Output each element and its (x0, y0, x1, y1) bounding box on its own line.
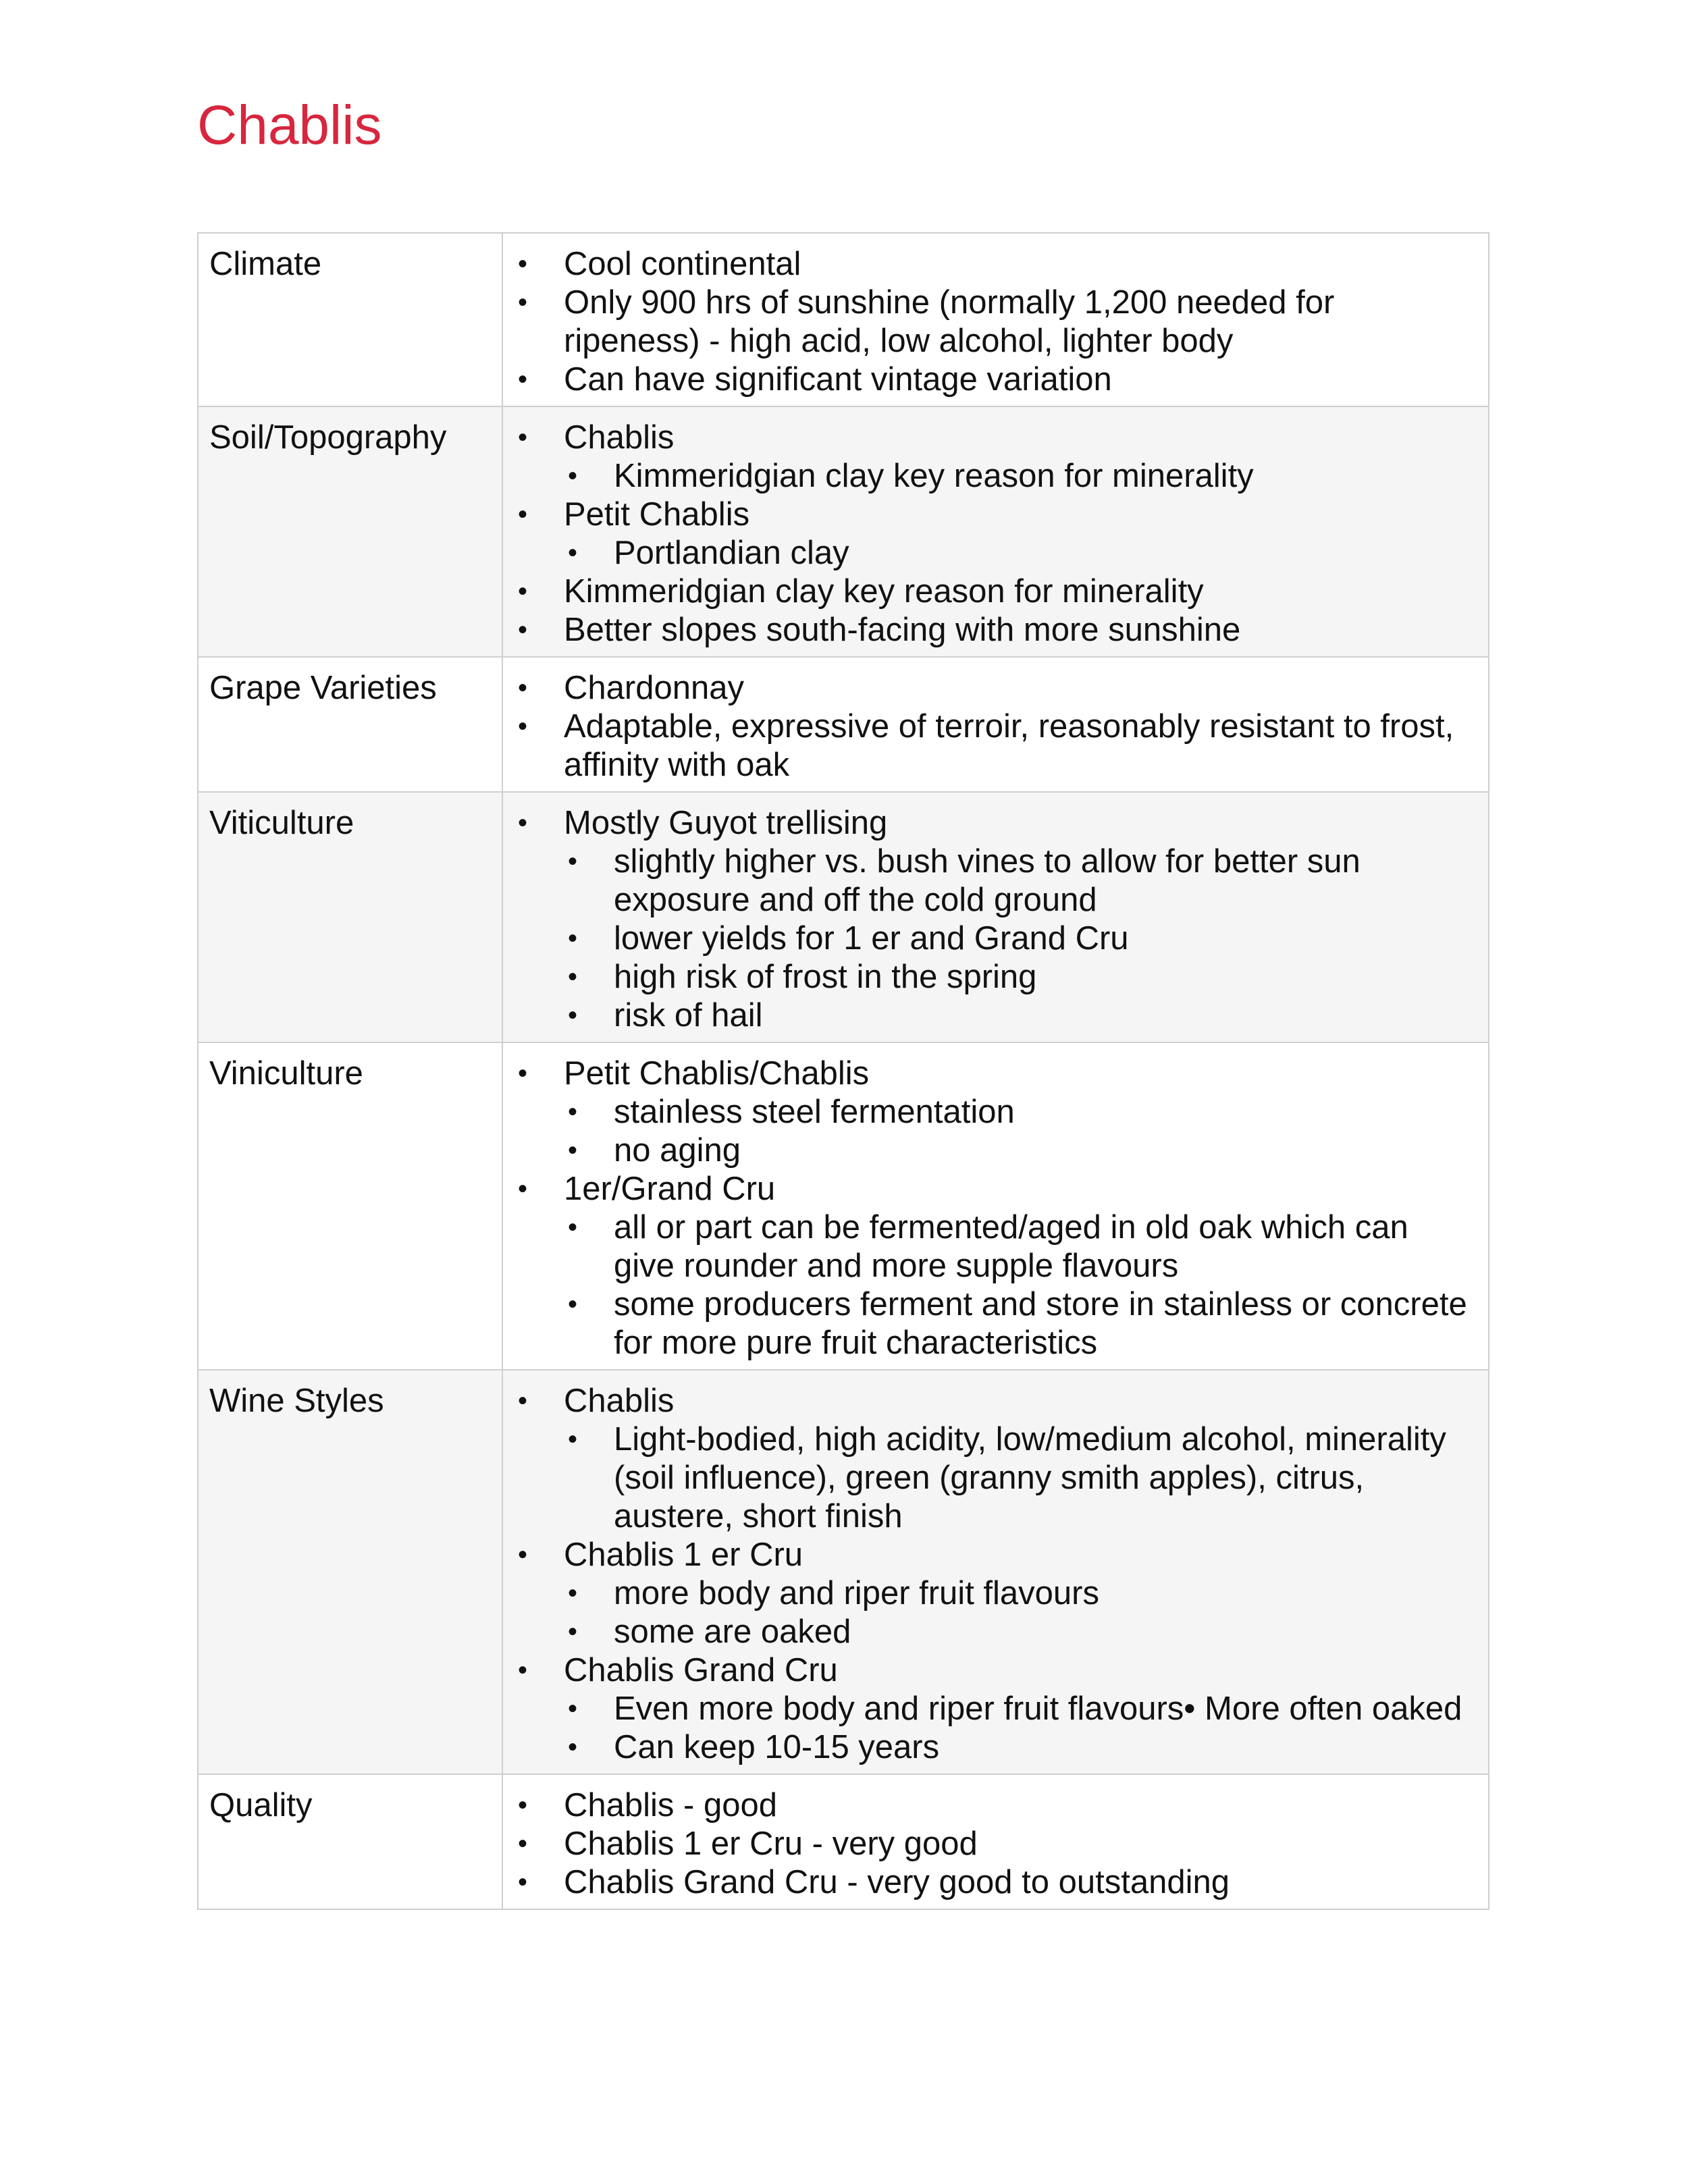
list-item-text: Chablis (564, 1383, 675, 1419)
bullet-icon (518, 572, 527, 611)
sub-list-item-text: slightly higher vs. bush vines to allow for better sun exposure and off the cold ground (614, 843, 1361, 918)
row-category: Soil/Topography (198, 406, 502, 657)
list-item (514, 496, 1477, 572)
row-details (502, 1042, 1489, 1370)
list-item (514, 669, 1477, 708)
sub-list-item (564, 996, 1477, 1035)
bullet-icon (568, 1574, 577, 1613)
sub-list-item (564, 1208, 1477, 1285)
sub-bullet-list (564, 457, 1477, 496)
sub-bullet-list (564, 1208, 1477, 1362)
sub-list-item-text: more body and riper fruit flavours (614, 1575, 1099, 1612)
list-item-text: Cool continental (564, 246, 801, 282)
bullet-icon (518, 708, 527, 746)
row-category: Viticulture (198, 792, 502, 1042)
sub-list-item-text: Light-bodied, high acidity, low/medium alcohol, minerality (soil influence), green (granny smith apples), citrus, austere, short finish (614, 1421, 1446, 1535)
sub-list-item (564, 1574, 1477, 1613)
row-category: Wine Styles (198, 1370, 502, 1774)
list-item-text: Chablis Grand Cru - very good to outstanding (564, 1864, 1230, 1900)
bullet-icon (518, 1786, 527, 1825)
sub-list-item (564, 1690, 1477, 1728)
table-row (198, 1042, 1489, 1370)
bullet-icon (568, 920, 577, 958)
bullet-icon (518, 419, 527, 457)
row-category: Grape Varieties (198, 657, 502, 792)
bullet-list (514, 1786, 1477, 1902)
bullet-list (514, 1055, 1477, 1362)
list-item-text: Chablis Grand Cru (564, 1652, 838, 1688)
list-item-text: Chablis 1 er Cru (564, 1537, 803, 1573)
bullet-icon (518, 1651, 527, 1690)
bullet-icon (568, 1285, 577, 1324)
sub-list-item-text: Even more body and riper fruit flavours• More often oaked (614, 1690, 1462, 1727)
bullet-icon (518, 1863, 527, 1902)
bullet-icon (568, 1728, 577, 1767)
table-row (198, 1370, 1489, 1774)
list-item (514, 245, 1477, 284)
list-item (514, 1863, 1477, 1902)
list-item-text: Petit Chablis (564, 496, 750, 533)
bullet-icon (568, 958, 577, 996)
list-item (514, 1651, 1477, 1767)
row-details (502, 406, 1489, 657)
bullet-icon (568, 1613, 577, 1651)
list-item (514, 1170, 1477, 1362)
row-details (502, 1774, 1489, 1909)
bullet-icon (518, 496, 527, 534)
list-item (514, 1055, 1477, 1170)
notes-table-body (198, 233, 1489, 1909)
table-row (198, 233, 1489, 406)
page-title: Chablis (197, 95, 382, 156)
sub-list-item-text: risk of hail (614, 997, 763, 1034)
row-details (502, 657, 1489, 792)
list-item (514, 1382, 1477, 1536)
sub-bullet-list (564, 534, 1477, 572)
bullet-icon (568, 1208, 577, 1247)
bullet-list (514, 1382, 1477, 1767)
row-category: Viniculture (198, 1042, 502, 1370)
bullet-icon (568, 1131, 577, 1170)
list-item (514, 708, 1477, 784)
sub-list-item-text: Portlandian clay (614, 535, 849, 571)
bullet-icon (518, 1055, 527, 1093)
bullet-icon (518, 1536, 527, 1574)
table-row (198, 657, 1489, 792)
bullet-icon (568, 1093, 577, 1131)
list-item-text: Mostly Guyot trellising (564, 805, 888, 841)
list-item-text: Adaptable, expressive of terroir, reasonably resistant to frost, affinity with oak (564, 708, 1454, 783)
sub-bullet-list (564, 1574, 1477, 1651)
bullet-icon (518, 1825, 527, 1863)
bullet-list (514, 804, 1477, 1035)
list-item (514, 419, 1477, 496)
sub-list-item (564, 843, 1477, 920)
sub-list-item (564, 920, 1477, 958)
bullet-icon (568, 457, 577, 496)
list-item-text: Chablis - good (564, 1787, 777, 1823)
table-row (198, 406, 1489, 657)
bullet-icon (568, 1690, 577, 1728)
list-item-text: Better slopes south-facing with more sunshine (564, 612, 1241, 648)
row-details (502, 1370, 1489, 1774)
list-item-text: Petit Chablis/Chablis (564, 1055, 870, 1092)
list-item-text: Can have significant vintage variation (564, 361, 1112, 398)
table-row (198, 792, 1489, 1042)
sub-list-item-text: some producers ferment and store in stainless or concrete for more pure fruit characteristics (614, 1286, 1467, 1361)
row-details (502, 792, 1489, 1042)
sub-list-item (564, 1613, 1477, 1651)
sub-list-item (564, 958, 1477, 996)
table-row (198, 1774, 1489, 1909)
sub-list-item-text: Can keep 10-15 years (614, 1729, 940, 1765)
bullet-icon (518, 361, 527, 399)
list-item (514, 1536, 1477, 1651)
list-item-text: Chardonnay (564, 670, 744, 706)
row-category: Quality (198, 1774, 502, 1909)
sub-list-item (564, 1131, 1477, 1170)
bullet-list (514, 245, 1477, 399)
list-item (514, 1786, 1477, 1825)
sub-bullet-list (564, 1093, 1477, 1170)
sub-list-item (564, 1093, 1477, 1131)
row-category: Climate (198, 233, 502, 406)
sub-list-item-text: high risk of frost in the spring (614, 959, 1037, 995)
sub-bullet-list (564, 1690, 1477, 1767)
bullet-icon (568, 996, 577, 1035)
bullet-icon (518, 804, 527, 843)
sub-list-item-text: no aging (614, 1132, 741, 1169)
sub-list-item-text: all or part can be fermented/aged in old oak which can give rounder and more supple flavours (614, 1209, 1408, 1284)
sub-list-item-text: lower yields for 1 er and Grand Cru (614, 920, 1129, 957)
bullet-icon (518, 1170, 527, 1208)
list-item (514, 1825, 1477, 1863)
list-item (514, 284, 1477, 361)
notes-table (197, 232, 1489, 1910)
sub-bullet-list (564, 1420, 1477, 1536)
bullet-icon (568, 534, 577, 572)
list-item-text: 1er/Grand Cru (564, 1171, 776, 1207)
bullet-icon (518, 284, 527, 322)
bullet-icon (518, 245, 527, 284)
sub-list-item-text: some are oaked (614, 1614, 851, 1650)
list-item (514, 804, 1477, 1035)
sub-list-item (564, 1728, 1477, 1767)
list-item (514, 572, 1477, 611)
sub-list-item (564, 1420, 1477, 1536)
list-item-text: Kimmeridgian clay key reason for minerality (564, 573, 1204, 610)
bullet-icon (568, 1420, 577, 1459)
bullet-list (514, 419, 1477, 649)
sub-list-item-text: Kimmeridgian clay key reason for minerality (614, 458, 1254, 494)
sub-list-item (564, 457, 1477, 496)
bullet-icon (518, 611, 527, 649)
list-item-text: Chablis (564, 419, 675, 456)
sub-list-item (564, 534, 1477, 572)
list-item (514, 611, 1477, 649)
list-item-text: Chablis 1 er Cru - very good (564, 1826, 978, 1862)
list-item-text: Only 900 hrs of sunshine (normally 1,200 needed for ripeness) - high acid, low alcohol, lighter body (564, 284, 1335, 359)
bullet-icon (568, 843, 577, 881)
bullet-icon (518, 669, 527, 708)
bullet-icon (518, 1382, 527, 1420)
sub-list-item (564, 1285, 1477, 1362)
list-item (514, 361, 1477, 399)
row-details (502, 233, 1489, 406)
sub-bullet-list (564, 843, 1477, 1035)
sub-list-item-text: stainless steel fermentation (614, 1094, 1015, 1130)
bullet-list (514, 669, 1477, 784)
